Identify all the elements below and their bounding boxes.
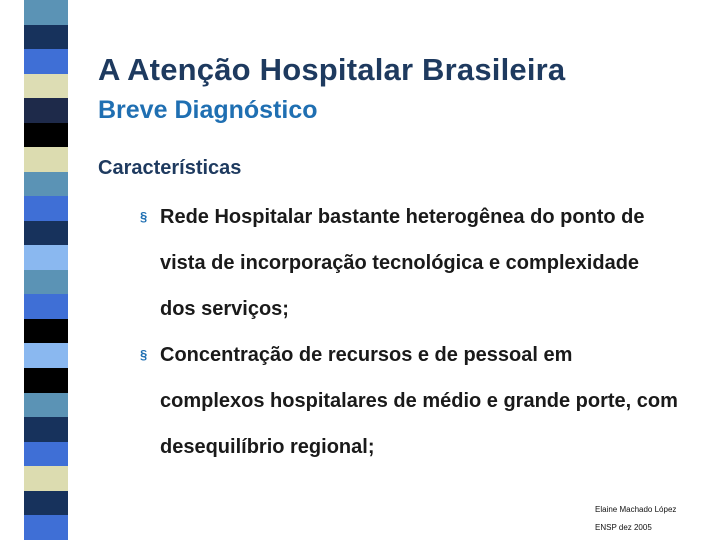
stripe-block bbox=[24, 221, 68, 246]
section-heading: Características bbox=[98, 157, 242, 179]
stripe-block bbox=[24, 25, 68, 50]
stripe-block bbox=[24, 515, 68, 540]
stripe-block bbox=[24, 196, 68, 221]
stripe-block bbox=[24, 147, 68, 172]
slide-title: A Atenção Hospitalar Brasileira bbox=[98, 52, 566, 87]
stripe-block bbox=[24, 245, 68, 270]
decorative-stripe-bar bbox=[24, 0, 68, 540]
bullet-item bbox=[140, 332, 680, 470]
stripe-block bbox=[24, 491, 68, 516]
stripe-block bbox=[24, 319, 68, 344]
stripe-block bbox=[24, 393, 68, 418]
footer-date: ENSP dez 2005 bbox=[595, 523, 652, 532]
stripe-block bbox=[24, 0, 68, 25]
stripe-block bbox=[24, 417, 68, 442]
bullet-marker-icon: § bbox=[140, 209, 148, 224]
stripe-block bbox=[24, 442, 68, 467]
bullet-text: Concentração de recursos e de pessoal em complexos hospitalares de médio e grande porte, com desequilíbrio regional; bbox=[160, 344, 678, 458]
bullet-text: Rede Hospitalar bastante heterogênea do ponto de vista de incorporação tecnológica e complexidade dos serviços; bbox=[160, 206, 645, 320]
stripe-block bbox=[24, 466, 68, 491]
stripe-block bbox=[24, 74, 68, 99]
stripe-block bbox=[24, 270, 68, 295]
bullet-item bbox=[140, 194, 680, 332]
stripe-block bbox=[24, 123, 68, 148]
stripe-block bbox=[24, 49, 68, 74]
stripe-block bbox=[24, 368, 68, 393]
stripe-block bbox=[24, 98, 68, 123]
bullet-marker-icon: § bbox=[140, 347, 148, 362]
stripe-block bbox=[24, 294, 68, 319]
stripe-block bbox=[24, 343, 68, 368]
footer-author: Elaine Machado López bbox=[595, 505, 677, 514]
slide-subtitle: Breve Diagnóstico bbox=[98, 96, 318, 124]
stripe-block bbox=[24, 172, 68, 197]
